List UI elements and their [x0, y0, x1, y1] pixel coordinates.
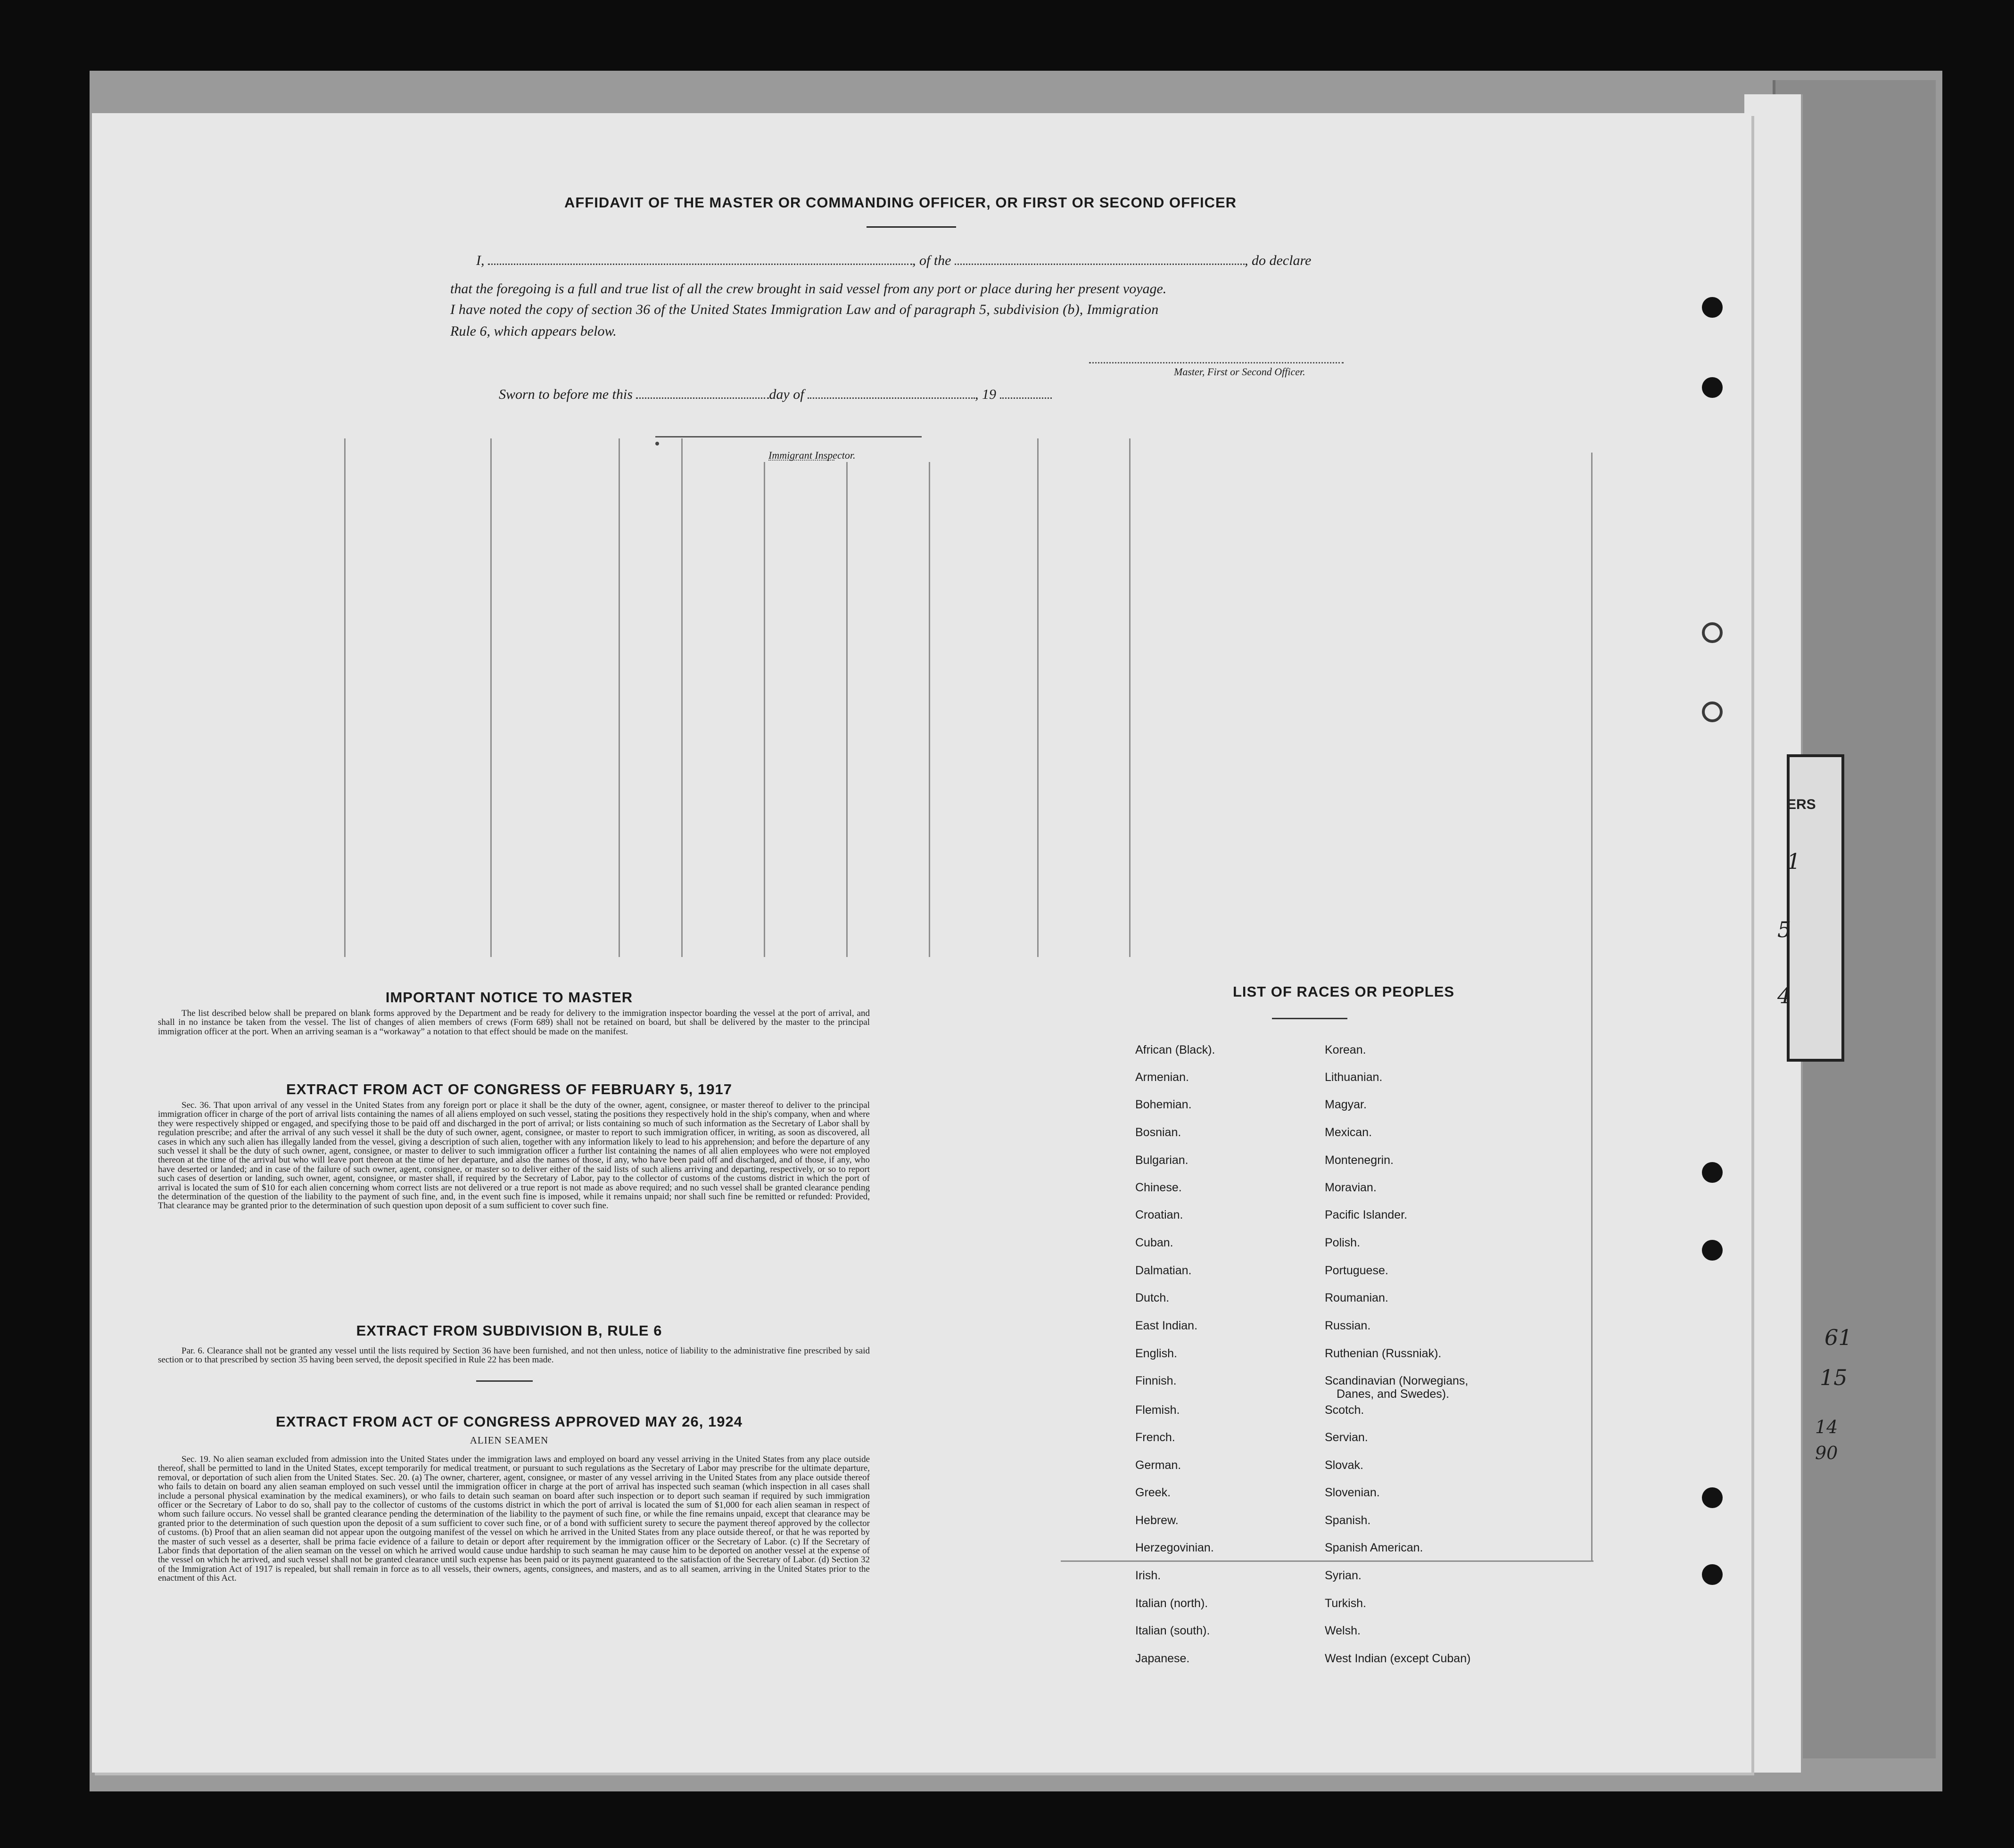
declaration-declare: , do declare: [1245, 253, 1312, 268]
handwritten-mark: 90: [1815, 1443, 1838, 1463]
race-item: Scotch.: [1325, 1403, 1364, 1417]
race-item: Scandinavian (Norwegians,: [1325, 1374, 1469, 1387]
title-rule: [867, 226, 956, 228]
handwritten-mark: 5: [1777, 917, 1791, 942]
index-tab-text: ERS: [1787, 797, 1816, 812]
race-item: Syrian.: [1325, 1569, 1362, 1582]
table-rule: [929, 462, 930, 957]
race-item: Japanese.: [1135, 1652, 1190, 1665]
binder-hole: [1702, 701, 1723, 722]
race-item: Cuban.: [1135, 1236, 1173, 1249]
extract-1924-paragraph: Sec. 19. No alien seaman excluded from admission into the United States under the immigration laws and employed on board any vessel arriving in the United States from any place outside thereof, shall be permitted to land in the United States, except temporarily for medical treatment, or pursuant to such regulations as the Secretary of Labor may prescribe for the ultimate departure, removal, or deportation of such alien from the United States. Sec. 20. (a) The owner, charterer, agent, consignee, or master of any vessel arriving in the United States from any place outside thereof who fails to detain on board any alien seaman employed on such vessel until the immigration officer in charge at the port of arrival has inspected such seaman (which inspection in all cases shall include a personal physical examination by the medical examiners), or who fails to detain such seaman on board after such inspection or to deport such seaman if required by such immigration officer or the Secretary of Labor to do so, shall pay to the collector of customs of the customs district in which the port of arrival is located the sum of $1,000 for each alien seaman in respect of whom such failure occurs. No vessel shall be granted clearance pending the determination of the liability to the payment of such fine, or while the fine remains unpaid, except that clearance may be granted prior to the determination of such question upon the deposit of a sum sufficient to cover such fine, or of a bond with sufficient surety to secure the payment thereof approved by the collector of customs. (b) Proof that an alien seaman did not appear upon the outgoing manifest of the vessel on which he arrived in the United States from any place outside thereof, or that he was reported by the master of such vessel as a deserter, shall be prima facie evidence of a failure to detain or deport after requirement by the immigration officer or the Secretary of Labor. (c) If the Secretary of Labor finds that deportation of the alien seaman on the vessel on which he arrived would cause undue hardship to such seaman he may cause him to be deported on another vessel at the expense of the vessel on which he arrived, and such vessel shall not be granted clearance until such expense has been paid or its payment guaranteed to the satisfaction of the Secretary of Labor. (d) Section 32 of the Immigration Act of 1917 is repealed, but shall remain in force as to all vessels, their owners, agents, consignees, and masters, and as to all seamen, arriving in the United States prior to the enactment of this Act.: [158, 1454, 870, 1584]
race-item: French.: [1135, 1431, 1175, 1444]
table-rule: [1037, 438, 1039, 957]
extract-1924-title: EXTRACT FROM ACT OF CONGRESS APPROVED MAY 26, 1924: [276, 1413, 743, 1430]
race-item: Chinese.: [1135, 1181, 1182, 1194]
handwritten-mark: 15: [1820, 1365, 1848, 1390]
table-rule: [1129, 438, 1131, 957]
declaration-text-line: that the foregoing is a full and true list of all the crew brought in said vessel from any port or place during her present voyage.: [450, 281, 1167, 297]
race-item: Slovenian.: [1325, 1486, 1380, 1499]
race-item: Montenegrin.: [1325, 1154, 1394, 1167]
race-item: Moravian.: [1325, 1181, 1377, 1194]
inspector-dot: [655, 442, 659, 446]
extract-1917-title: EXTRACT FROM ACT OF CONGRESS OF FEBRUARY 5, 1917: [286, 1081, 732, 1097]
signature-label: Master, First or Second Officer.: [1174, 366, 1305, 378]
name-blank[interactable]: [488, 261, 912, 265]
declaration-text-line: Rule 6, which appears below.: [450, 323, 617, 339]
race-item: Servian.: [1325, 1431, 1368, 1444]
notice-text: [158, 1009, 870, 1036]
race-item: English.: [1135, 1347, 1177, 1360]
signature-line[interactable]: [1089, 362, 1344, 363]
race-item: Roumanian.: [1325, 1291, 1388, 1304]
race-item: Croatian.: [1135, 1208, 1183, 1221]
notice-title: IMPORTANT NOTICE TO MASTER: [385, 989, 633, 1006]
extract-1917-paragraph: Sec. 36. That upon arrival of any vessel in the United States from any foreign port or place it shall be the duty of the owner, agent, consignee, or master thereof to deliver to the principal immigration officer in charge of the port of arrival lists containing the names of all aliens employed on such vessel, stating the positions they respectively hold in the ship's company, when and where they were respectively shipped or engaged, and specifying those to be paid off and discharged in the port of arrival; or lists containing so much of such information as the Secretary of Labor shall by regulation prescribe; and after the arrival of any such vessel it shall be the duty of such owner, agent, consignee, or master to report to such immigration officer, in writing, as soon as discovered, all cases in which any such alien has illegally landed from the vessel, giving a description of such alien, together with any information likely to lead to his apprehension; and before the departure of any such vessel it shall be the duty of such owner, agent, consignee, or master to deliver to such immigration officer a further list containing the names of all alien employees who were not employed thereon at the time of the arrival but who will leave port thereon at the time of her departure, and also the names of those, if any, who have been paid off and discharged, and of those, if any, who have deserted or landed; and in case of the failure of such owner, agent, consignee, or master so to deliver either of the said lists of such aliens arriving and departing, respectively, or so to report such cases of desertion or landing, such owner, agent, consignee, or master shall, if required by the Secretary of Labor, pay to the collector of customs of the customs district in which the port of arrival is located the sum of $10 for each alien concerning whom correct lists are not delivered or a true report is not made as above required; and no such vessel shall be granted clearance pending the determination of the question of the liability to the payment of such fine, and, in the event such fine is imposed, while it remains unpaid; nor shall such fine be remitted or refunded: Provided, That clearance may be granted prior to the determination of such question upon deposit of a sum sufficient to cover such fine.: [158, 1100, 870, 1211]
race-item: German.: [1135, 1459, 1181, 1472]
declaration-text-line: I have noted the copy of section 36 of the United States Immigration Law and of paragraph 5, subdivision (b), Immigration: [450, 302, 1159, 317]
table-rule: [490, 438, 492, 957]
race-item: Hebrew.: [1135, 1514, 1179, 1527]
inspector-label: Immigrant Inspector.: [768, 449, 856, 461]
race-item: Finnish.: [1135, 1374, 1177, 1387]
race-item: Portuguese.: [1325, 1264, 1388, 1277]
race-item: Magyar.: [1325, 1098, 1367, 1111]
race-item: Bosnian.: [1135, 1126, 1181, 1139]
race-item: Danes, and Swedes).: [1337, 1387, 1450, 1401]
vessel-blank[interactable]: [955, 261, 1245, 265]
binder-hole: [1702, 1162, 1723, 1183]
race-item: Italian (south).: [1135, 1624, 1210, 1637]
table-rule: [619, 438, 620, 957]
table-rule: [1591, 453, 1593, 1560]
notice-paragraph: The list described below shall be prepared on blank forms approved by the Department and be ready for delivery to the immigration inspector boarding the vessel at the port of arrival, and shall in no instance be taken from the vessel. The list of changes of alien members of crews (Form 689) shall not be retained on board, but shall be delivered by the master to the principal immigration officer at the port. When an arriving seaman is a “workaway” a notation to that effect should be made on the manifest.: [158, 1008, 870, 1037]
race-item: Irish.: [1135, 1569, 1161, 1582]
binder-hole: [1702, 297, 1723, 318]
handwritten-mark: 1: [1787, 849, 1801, 874]
races-title: LIST OF RACES OR PEOPLES: [1232, 983, 1455, 1000]
race-item: Bohemian.: [1135, 1098, 1192, 1111]
handwritten-mark: 14: [1815, 1417, 1838, 1437]
race-item: West Indian (except Cuban): [1325, 1652, 1471, 1665]
table-rule: [681, 438, 683, 957]
race-item: Korean.: [1325, 1043, 1366, 1056]
race-item: Pacific Islander.: [1325, 1208, 1408, 1221]
date-day-blank[interactable]: [636, 395, 769, 399]
race-item: Bulgarian.: [1135, 1154, 1189, 1167]
race-item: Flemish.: [1135, 1403, 1180, 1417]
section-rule: [476, 1380, 533, 1382]
subdivision-b-text: [158, 1346, 870, 1365]
race-item: Dutch.: [1135, 1291, 1170, 1304]
affidavit-title: AFFIDAVIT OF THE MASTER OR COMMANDING OFFICER, OR FIRST OR SECOND OFFICER: [564, 194, 1237, 211]
race-item: Turkish.: [1325, 1597, 1366, 1610]
declaration-i: I,: [476, 253, 485, 268]
alien-seamen-subtitle: ALIEN SEAMEN: [470, 1435, 549, 1446]
race-item: Russian.: [1325, 1319, 1371, 1332]
extract-1917-text: [158, 1101, 870, 1211]
sworn-year: , 19: [975, 387, 997, 402]
race-item: Herzegovinian.: [1135, 1541, 1214, 1554]
date-year-blank[interactable]: [1000, 395, 1052, 399]
race-item: Dalmatian.: [1135, 1264, 1192, 1277]
table-rule: [764, 462, 765, 957]
date-month-blank[interactable]: [808, 395, 975, 399]
race-item: Spanish American.: [1325, 1541, 1423, 1554]
race-item: Lithuanian.: [1325, 1071, 1383, 1084]
race-item: Greek.: [1135, 1486, 1171, 1499]
race-item: Welsh.: [1325, 1624, 1361, 1637]
table-rule: [1061, 1560, 1593, 1562]
race-item: Spanish.: [1325, 1514, 1371, 1527]
race-item: Slovak.: [1325, 1459, 1363, 1472]
table-rule: [846, 462, 848, 957]
subdivision-b-paragraph: Par. 6. Clearance shall not be granted any vessel until the lists required by Section 36 have been furnished, and not then unless, notice of liability to the administrative fine prescribed by said section or to that prescribed by section 35 having been served, the deposit specified in Rule 22 has been made.: [158, 1346, 870, 1365]
race-item: Armenian.: [1135, 1071, 1189, 1084]
race-item: East Indian.: [1135, 1319, 1198, 1332]
declaration-of-the: , of the: [912, 253, 951, 268]
inspector-signature-line[interactable]: [655, 436, 922, 437]
sworn-text: Sworn to before me this: [499, 387, 633, 402]
binder-hole: [1702, 377, 1723, 398]
handwritten-mark: 4: [1777, 983, 1791, 1008]
handwritten-mark: 61: [1824, 1325, 1852, 1350]
subdivision-b-title: EXTRACT FROM SUBDIVISION B, RULE 6: [356, 1322, 662, 1339]
declaration-line: [476, 253, 1311, 269]
race-item: Italian (north).: [1135, 1597, 1208, 1610]
binder-hole: [1702, 1240, 1723, 1261]
race-item: Mexican.: [1325, 1126, 1372, 1139]
binder-hole: [1702, 622, 1723, 643]
table-rule: [344, 438, 346, 957]
races-title-rule: [1272, 1018, 1347, 1019]
sworn-line: [499, 387, 1052, 403]
sworn-day-of: day of: [769, 387, 804, 402]
extract-1924-text: [158, 1455, 870, 1583]
race-item: African (Black).: [1135, 1043, 1215, 1056]
binder-hole: [1702, 1564, 1723, 1585]
binder-hole: [1702, 1487, 1723, 1508]
race-item: Ruthenian (Russniak).: [1325, 1347, 1442, 1360]
race-item: Polish.: [1325, 1236, 1361, 1249]
